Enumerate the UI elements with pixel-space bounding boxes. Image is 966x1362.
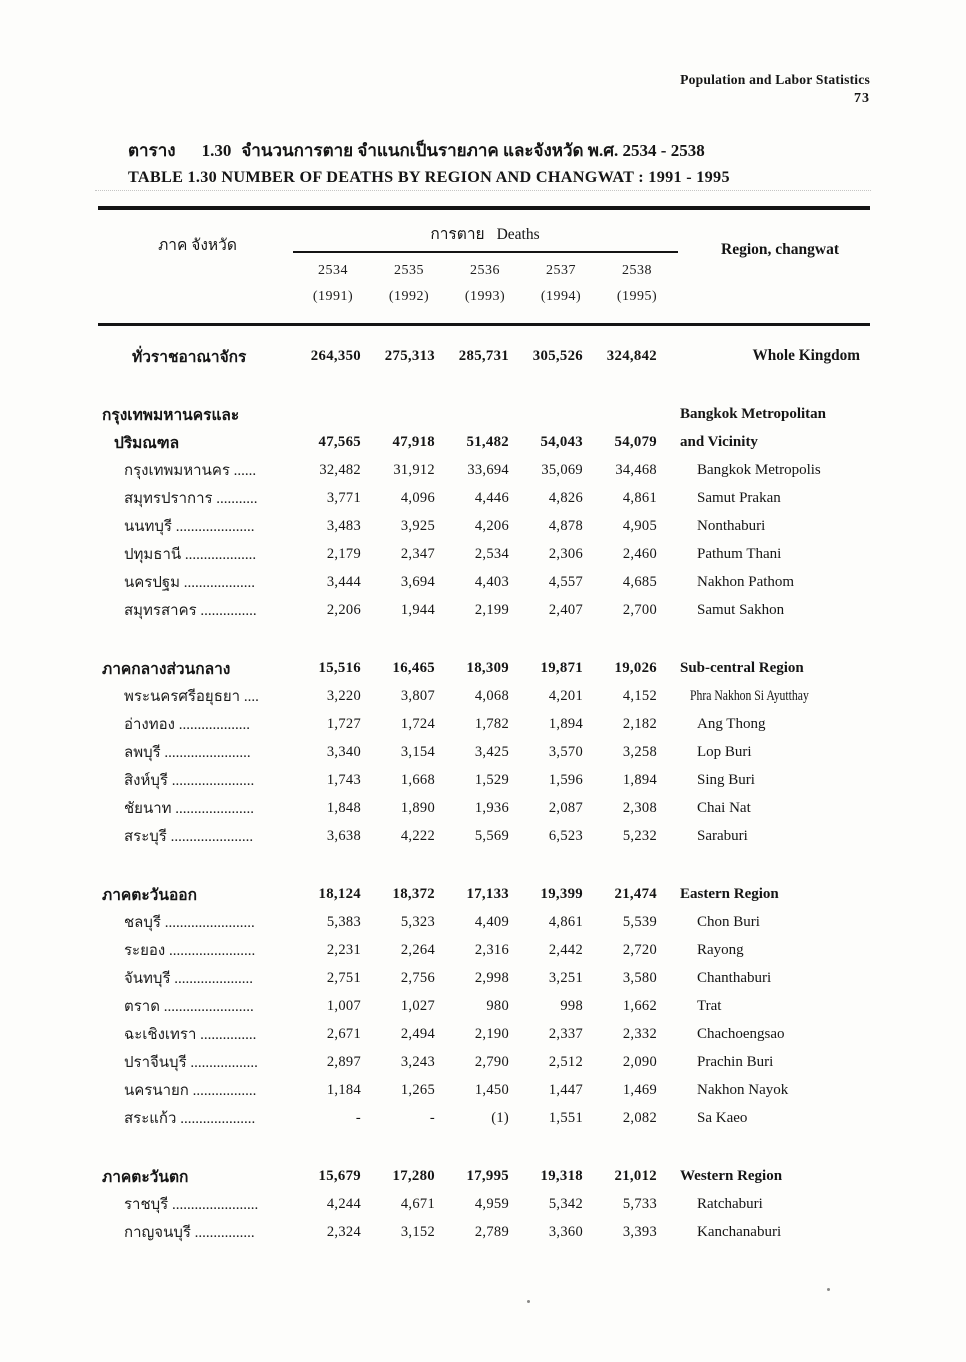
table-row [100, 540, 870, 568]
value-cell-2534: 2,324 [326, 1223, 361, 1240]
value-cell-2535: 275,313 [384, 347, 435, 364]
year-header: 2536 [470, 263, 500, 278]
value-cell-2534: 3,771 [326, 489, 361, 506]
table-row [100, 682, 870, 710]
value-cell-2538: 1,469 [622, 1081, 657, 1098]
table-title-english: TABLE 1.30 NUMBER OF DEATHS BY REGION AND CHANGWAT : 1991 - 1995 [128, 168, 730, 186]
value-cell-2534: 2,751 [326, 969, 361, 986]
value-cell-2536: 1,450 [474, 1081, 509, 1098]
table-row [100, 738, 870, 766]
year-subheader: (1991) [312, 289, 354, 304]
value-cell-2534: 2,179 [326, 545, 361, 562]
value-cell-2534: 3,220 [326, 687, 361, 704]
value-cell-2534: 1,743 [326, 771, 361, 788]
row-thai-label: สระแก้ว .................... [124, 1111, 256, 1127]
value-cell-2534: 3,340 [326, 743, 361, 760]
value-cell-2534: 3,483 [326, 517, 361, 534]
row-english-label: Chachoengsao [697, 1025, 785, 1042]
value-cell-2536: 1,782 [474, 715, 509, 732]
table-row [100, 512, 870, 540]
value-cell-2534: 1,007 [326, 997, 361, 1014]
value-cell-2534: 1,184 [326, 1081, 361, 1098]
value-cell-2538: 4,152 [622, 687, 657, 704]
row-thai-label: พระนครศรีอยุธยา .... [124, 689, 259, 705]
value-cell-2536: 17,995 [466, 1167, 509, 1184]
value-cell-2534: 3,638 [326, 827, 361, 844]
year-subheader: (1992) [388, 289, 430, 304]
row-english-label: Rayong [697, 941, 744, 958]
row-english-label: Western Region [680, 1167, 783, 1184]
value-cell-2535: 5,323 [400, 913, 435, 930]
table-row [100, 400, 870, 428]
table-row [100, 880, 870, 908]
row-thai-label: กาญจนบุรี ................ [124, 1225, 255, 1241]
value-cell-2536: 4,446 [474, 489, 509, 506]
scan-speck [527, 1300, 530, 1303]
row-english-label: Chanthaburi [697, 969, 772, 986]
value-cell-2535: 3,154 [400, 743, 435, 760]
value-cell-2538: 3,258 [622, 743, 657, 760]
value-cell-2536: 3,425 [474, 743, 509, 760]
value-cell-2537: 4,861 [548, 913, 583, 930]
row-thai-label: ปราจีนบุรี .................. [124, 1055, 258, 1071]
row-english-label: Pathum Thani [697, 545, 782, 562]
table-row [100, 992, 870, 1020]
value-cell-2537: 305,526 [532, 347, 583, 364]
value-cell-2536: 2,998 [474, 969, 509, 986]
row-thai-label: ทั่วราชอาณาจักร [132, 348, 247, 366]
value-cell-2538: 4,905 [622, 517, 657, 534]
row-thai-label: ภาคตะวันออก [102, 886, 197, 904]
scan-artifact-line [95, 190, 871, 191]
row-thai-label: อ่างทอง ................... [124, 717, 250, 733]
table-row [100, 822, 870, 850]
value-cell-2536: 1,529 [474, 771, 509, 788]
value-cell-2538: 2,460 [622, 545, 657, 562]
row-thai-label: ระยอง ....................... [124, 943, 256, 959]
value-cell-2535: 4,671 [400, 1195, 435, 1212]
value-cell-2537: 2,337 [548, 1025, 583, 1042]
year-subheader: (1993) [464, 289, 506, 304]
row-thai-label: ชลบุรี ........................ [124, 915, 255, 931]
deaths-group-underline [293, 251, 678, 253]
value-cell-2535: 1,724 [400, 715, 435, 732]
row-english-label: Kanchanaburi [697, 1223, 782, 1240]
row-english-label: Bangkok Metropolitan [680, 405, 826, 422]
value-cell-2538: 19,026 [614, 659, 657, 676]
column-header-region-changwat-thai: ภาค จังหวัด [158, 237, 237, 254]
value-cell-2534: 3,444 [326, 573, 361, 590]
value-cell-2535: 1,944 [400, 601, 435, 618]
value-cell-2535: 18,372 [392, 885, 435, 902]
value-cell-2538: 5,539 [622, 913, 657, 930]
value-cell-2537: 3,570 [548, 743, 583, 760]
year-subheader-row [295, 289, 675, 305]
row-thai-label: นครปฐม ................... [124, 575, 256, 591]
year-subheader: (1995) [616, 289, 658, 304]
value-cell-2537: 2,407 [548, 601, 583, 618]
value-cell-2535: 3,152 [400, 1223, 435, 1240]
row-english-label: Sing Buri [697, 771, 755, 788]
row-thai-label: ภาคกลางส่วนกลาง [102, 660, 231, 678]
value-cell-2538: 21,474 [614, 885, 657, 902]
value-cell-2534: 15,679 [318, 1167, 361, 1184]
value-cell-2534: 2,897 [326, 1053, 361, 1070]
value-cell-2536: 5,569 [474, 827, 509, 844]
value-cell-2538: 1,894 [622, 771, 657, 788]
value-cell-2535: 2,756 [400, 969, 435, 986]
table-row [100, 596, 870, 624]
value-cell-2538: 2,308 [622, 799, 657, 816]
row-english-label: Samut Prakan [697, 489, 781, 506]
row-thai-label: ปทุมธานี ................... [124, 547, 257, 563]
value-cell-2536: 285,731 [458, 347, 509, 364]
value-cell-2534: - [355, 1109, 361, 1126]
value-cell-2535: 31,912 [393, 461, 435, 478]
value-cell-2536: 2,316 [474, 941, 509, 958]
table-title-thai-number: 1.30 [201, 141, 232, 160]
row-thai-label: ภาคตะวันตก [102, 1168, 189, 1186]
value-cell-2535: 1,668 [400, 771, 435, 788]
table-row [100, 428, 870, 456]
value-cell-2537: 19,871 [540, 659, 583, 676]
value-cell-2536: 17,133 [466, 885, 509, 902]
table-row [100, 1218, 870, 1246]
value-cell-2535: 47,918 [392, 433, 435, 450]
table-row [100, 936, 870, 964]
value-cell-2534: 2,206 [326, 601, 361, 618]
year-header: 2535 [394, 263, 424, 278]
value-cell-2537: 2,306 [548, 545, 583, 562]
value-cell-2537: 1,447 [548, 1081, 583, 1098]
value-cell-2537: 3,360 [548, 1223, 583, 1240]
value-cell-2538: 2,090 [622, 1053, 657, 1070]
value-cell-2534: 47,565 [318, 433, 361, 450]
table-row [100, 1048, 870, 1076]
value-cell-2537: 19,318 [540, 1167, 583, 1184]
row-english-label: Nakhon Pathom [697, 573, 795, 590]
horizontal-rule-top [98, 206, 870, 210]
value-cell-2536: 2,789 [474, 1223, 509, 1240]
year-header: 2537 [546, 263, 576, 278]
table-title-thai-text: จำนวนการตาย จำแนกเป็นรายภาค และจังหวัด พ.ศ. 2534 - 2538 [241, 141, 705, 160]
value-cell-2538: 54,079 [614, 433, 657, 450]
value-cell-2537: 4,878 [548, 517, 583, 534]
value-cell-2537: 998 [560, 997, 583, 1014]
column-header-region-changwat-english: Region, changwat [721, 241, 839, 258]
value-cell-2538: 2,332 [622, 1025, 657, 1042]
table-row [100, 794, 870, 822]
row-thai-label: นนทบุรี ..................... [124, 519, 255, 535]
value-cell-2537: 4,557 [548, 573, 583, 590]
deaths-group-header-english: Deaths [496, 226, 540, 243]
table-row [100, 710, 870, 738]
table-row [100, 654, 870, 682]
value-cell-2537: 1,551 [548, 1109, 583, 1126]
value-cell-2537: 1,596 [548, 771, 583, 788]
row-thai-label: ตราด ........................ [124, 999, 254, 1015]
value-cell-2538: 4,861 [622, 489, 657, 506]
table-row [100, 1076, 870, 1104]
row-thai-label: กรุงเทพมหานครและ [102, 406, 240, 424]
value-cell-2534: 4,244 [326, 1195, 361, 1212]
table-row [100, 1104, 870, 1132]
value-cell-2534: 2,231 [326, 941, 361, 958]
row-thai-label: สิงห์บุรี ...................... [124, 773, 255, 789]
value-cell-2535: 4,096 [400, 489, 435, 506]
value-cell-2535: 2,264 [400, 941, 435, 958]
table-title-thai-label: ตาราง [128, 141, 176, 160]
row-thai-label: ชัยนาท ..................... [124, 801, 255, 817]
value-cell-2534: 264,350 [310, 347, 361, 364]
value-cell-2535: 3,807 [400, 687, 435, 704]
row-thai-label: ปริมณฑล [114, 434, 180, 452]
value-cell-2538: 3,580 [622, 969, 657, 986]
table-row [100, 326, 870, 382]
row-english-label: Nonthaburi [697, 517, 766, 534]
table-row [100, 484, 870, 512]
value-cell-2534: 15,516 [318, 659, 361, 676]
row-thai-label: ลพบุรี ....................... [124, 745, 251, 761]
value-cell-2536: 4,409 [474, 913, 509, 930]
value-cell-2538: 2,182 [622, 715, 657, 732]
row-thai-label: สระบุรี ...................... [124, 829, 254, 845]
row-english-label: Nakhon Nayok [697, 1081, 789, 1098]
value-cell-2538: 2,700 [622, 601, 657, 618]
row-english-label: Saraburi [697, 827, 748, 844]
value-cell-2535: 3,925 [400, 517, 435, 534]
table-row [100, 908, 870, 936]
value-cell-2537: 4,201 [548, 687, 583, 704]
page-number: 73 [854, 91, 870, 106]
value-cell-2535: - [429, 1109, 435, 1126]
publication-title: Population and Labor Statistics [680, 72, 870, 87]
value-cell-2537: 2,442 [548, 941, 583, 958]
value-cell-2537: 3,251 [548, 969, 583, 986]
row-english-label: Chon Buri [697, 913, 760, 930]
row-english-label: and Vicinity [680, 433, 758, 450]
value-cell-2536: 4,959 [474, 1195, 509, 1212]
value-cell-2535: 4,222 [400, 827, 435, 844]
value-cell-2538: 5,232 [622, 827, 657, 844]
row-english-label: Ratchaburi [697, 1195, 763, 1212]
value-cell-2538: 34,468 [615, 461, 657, 478]
row-thai-label: สมุทรปราการ ........... [124, 491, 258, 507]
value-cell-2536: 4,068 [474, 687, 509, 704]
row-english-label: Samut Sakhon [697, 601, 785, 618]
value-cell-2536: (1) [491, 1109, 509, 1126]
value-cell-2538: 4,685 [622, 573, 657, 590]
year-subheader: (1994) [540, 289, 582, 304]
year-header-row [295, 263, 675, 279]
row-english-label: Phra Nakhon Si Ayutthay [689, 687, 809, 704]
value-cell-2538: 3,393 [622, 1223, 657, 1240]
row-english-label: Bangkok Metropolis [697, 461, 821, 478]
row-english-label: Lop Buri [697, 743, 752, 760]
table-row [100, 456, 870, 484]
row-thai-label: ราชบุรี ....................... [124, 1197, 259, 1213]
value-cell-2536: 2,534 [474, 545, 509, 562]
value-cell-2536: 2,190 [474, 1025, 509, 1042]
value-cell-2535: 2,347 [400, 545, 435, 562]
value-cell-2537: 1,894 [548, 715, 583, 732]
scan-speck [827, 1288, 830, 1291]
row-english-label: Whole Kingdom [752, 347, 860, 364]
table-row [100, 1162, 870, 1190]
row-english-label: Sub-central Region [680, 659, 804, 676]
value-cell-2538: 5,733 [622, 1195, 657, 1212]
value-cell-2537: 2,087 [548, 799, 583, 816]
value-cell-2536: 980 [486, 997, 509, 1014]
row-thai-label: ฉะเชิงเทรา ............... [124, 1027, 257, 1043]
value-cell-2537: 2,512 [548, 1053, 583, 1070]
value-cell-2537: 54,043 [540, 433, 583, 450]
table-body [100, 326, 870, 1246]
table-row [100, 1020, 870, 1048]
value-cell-2538: 2,720 [622, 941, 657, 958]
value-cell-2536: 2,199 [474, 601, 509, 618]
year-header: 2534 [318, 263, 348, 278]
table-row [100, 568, 870, 596]
value-cell-2534: 2,671 [326, 1025, 361, 1042]
year-header: 2538 [622, 263, 652, 278]
row-thai-label: จันทบุรี ..................... [124, 971, 254, 987]
table-row [100, 964, 870, 992]
row-english-label: Prachin Buri [697, 1053, 774, 1070]
deaths-group-header [295, 221, 675, 246]
value-cell-2534: 1,848 [326, 799, 361, 816]
value-cell-2534: 32,482 [319, 461, 361, 478]
row-english-label: Sa Kaeo [697, 1109, 748, 1126]
table-title-thai [128, 137, 705, 164]
value-cell-2537: 19,399 [540, 885, 583, 902]
value-cell-2535: 1,265 [400, 1081, 435, 1098]
value-cell-2534: 18,124 [318, 885, 361, 902]
value-cell-2535: 2,494 [400, 1025, 435, 1042]
table-row [100, 1190, 870, 1218]
value-cell-2536: 18,309 [466, 659, 509, 676]
value-cell-2537: 4,826 [548, 489, 583, 506]
row-thai-label: สมุทรสาคร ............... [124, 603, 257, 619]
value-cell-2535: 17,280 [392, 1167, 435, 1184]
table-row [100, 766, 870, 794]
value-cell-2535: 1,890 [400, 799, 435, 816]
value-cell-2537: 35,069 [541, 461, 583, 478]
value-cell-2534: 1,727 [326, 715, 361, 732]
row-thai-label: กรุงเทพมหานคร ...... [124, 463, 257, 479]
value-cell-2536: 51,482 [466, 433, 509, 450]
running-head [680, 72, 870, 107]
row-english-label: Chai Nat [697, 799, 751, 816]
value-cell-2536: 33,694 [467, 461, 509, 478]
value-cell-2538: 2,082 [622, 1109, 657, 1126]
value-cell-2537: 5,342 [548, 1195, 583, 1212]
value-cell-2538: 21,012 [614, 1167, 657, 1184]
value-cell-2535: 16,465 [392, 659, 435, 676]
deaths-group-header-thai: การตาย [430, 226, 485, 243]
row-thai-label: นครนายก ................. [124, 1083, 257, 1099]
value-cell-2538: 324,842 [606, 347, 657, 364]
value-cell-2536: 2,790 [474, 1053, 509, 1070]
row-english-label: Eastern Region [680, 885, 779, 902]
value-cell-2536: 4,403 [474, 573, 509, 590]
value-cell-2534: 5,383 [326, 913, 361, 930]
value-cell-2535: 3,243 [400, 1053, 435, 1070]
value-cell-2535: 3,694 [400, 573, 435, 590]
value-cell-2536: 4,206 [474, 517, 509, 534]
value-cell-2538: 1,662 [622, 997, 657, 1014]
row-english-label: Trat [697, 997, 722, 1014]
row-english-label: Ang Thong [697, 715, 766, 732]
value-cell-2537: 6,523 [548, 827, 583, 844]
value-cell-2536: 1,936 [474, 799, 509, 816]
value-cell-2535: 1,027 [400, 997, 435, 1014]
